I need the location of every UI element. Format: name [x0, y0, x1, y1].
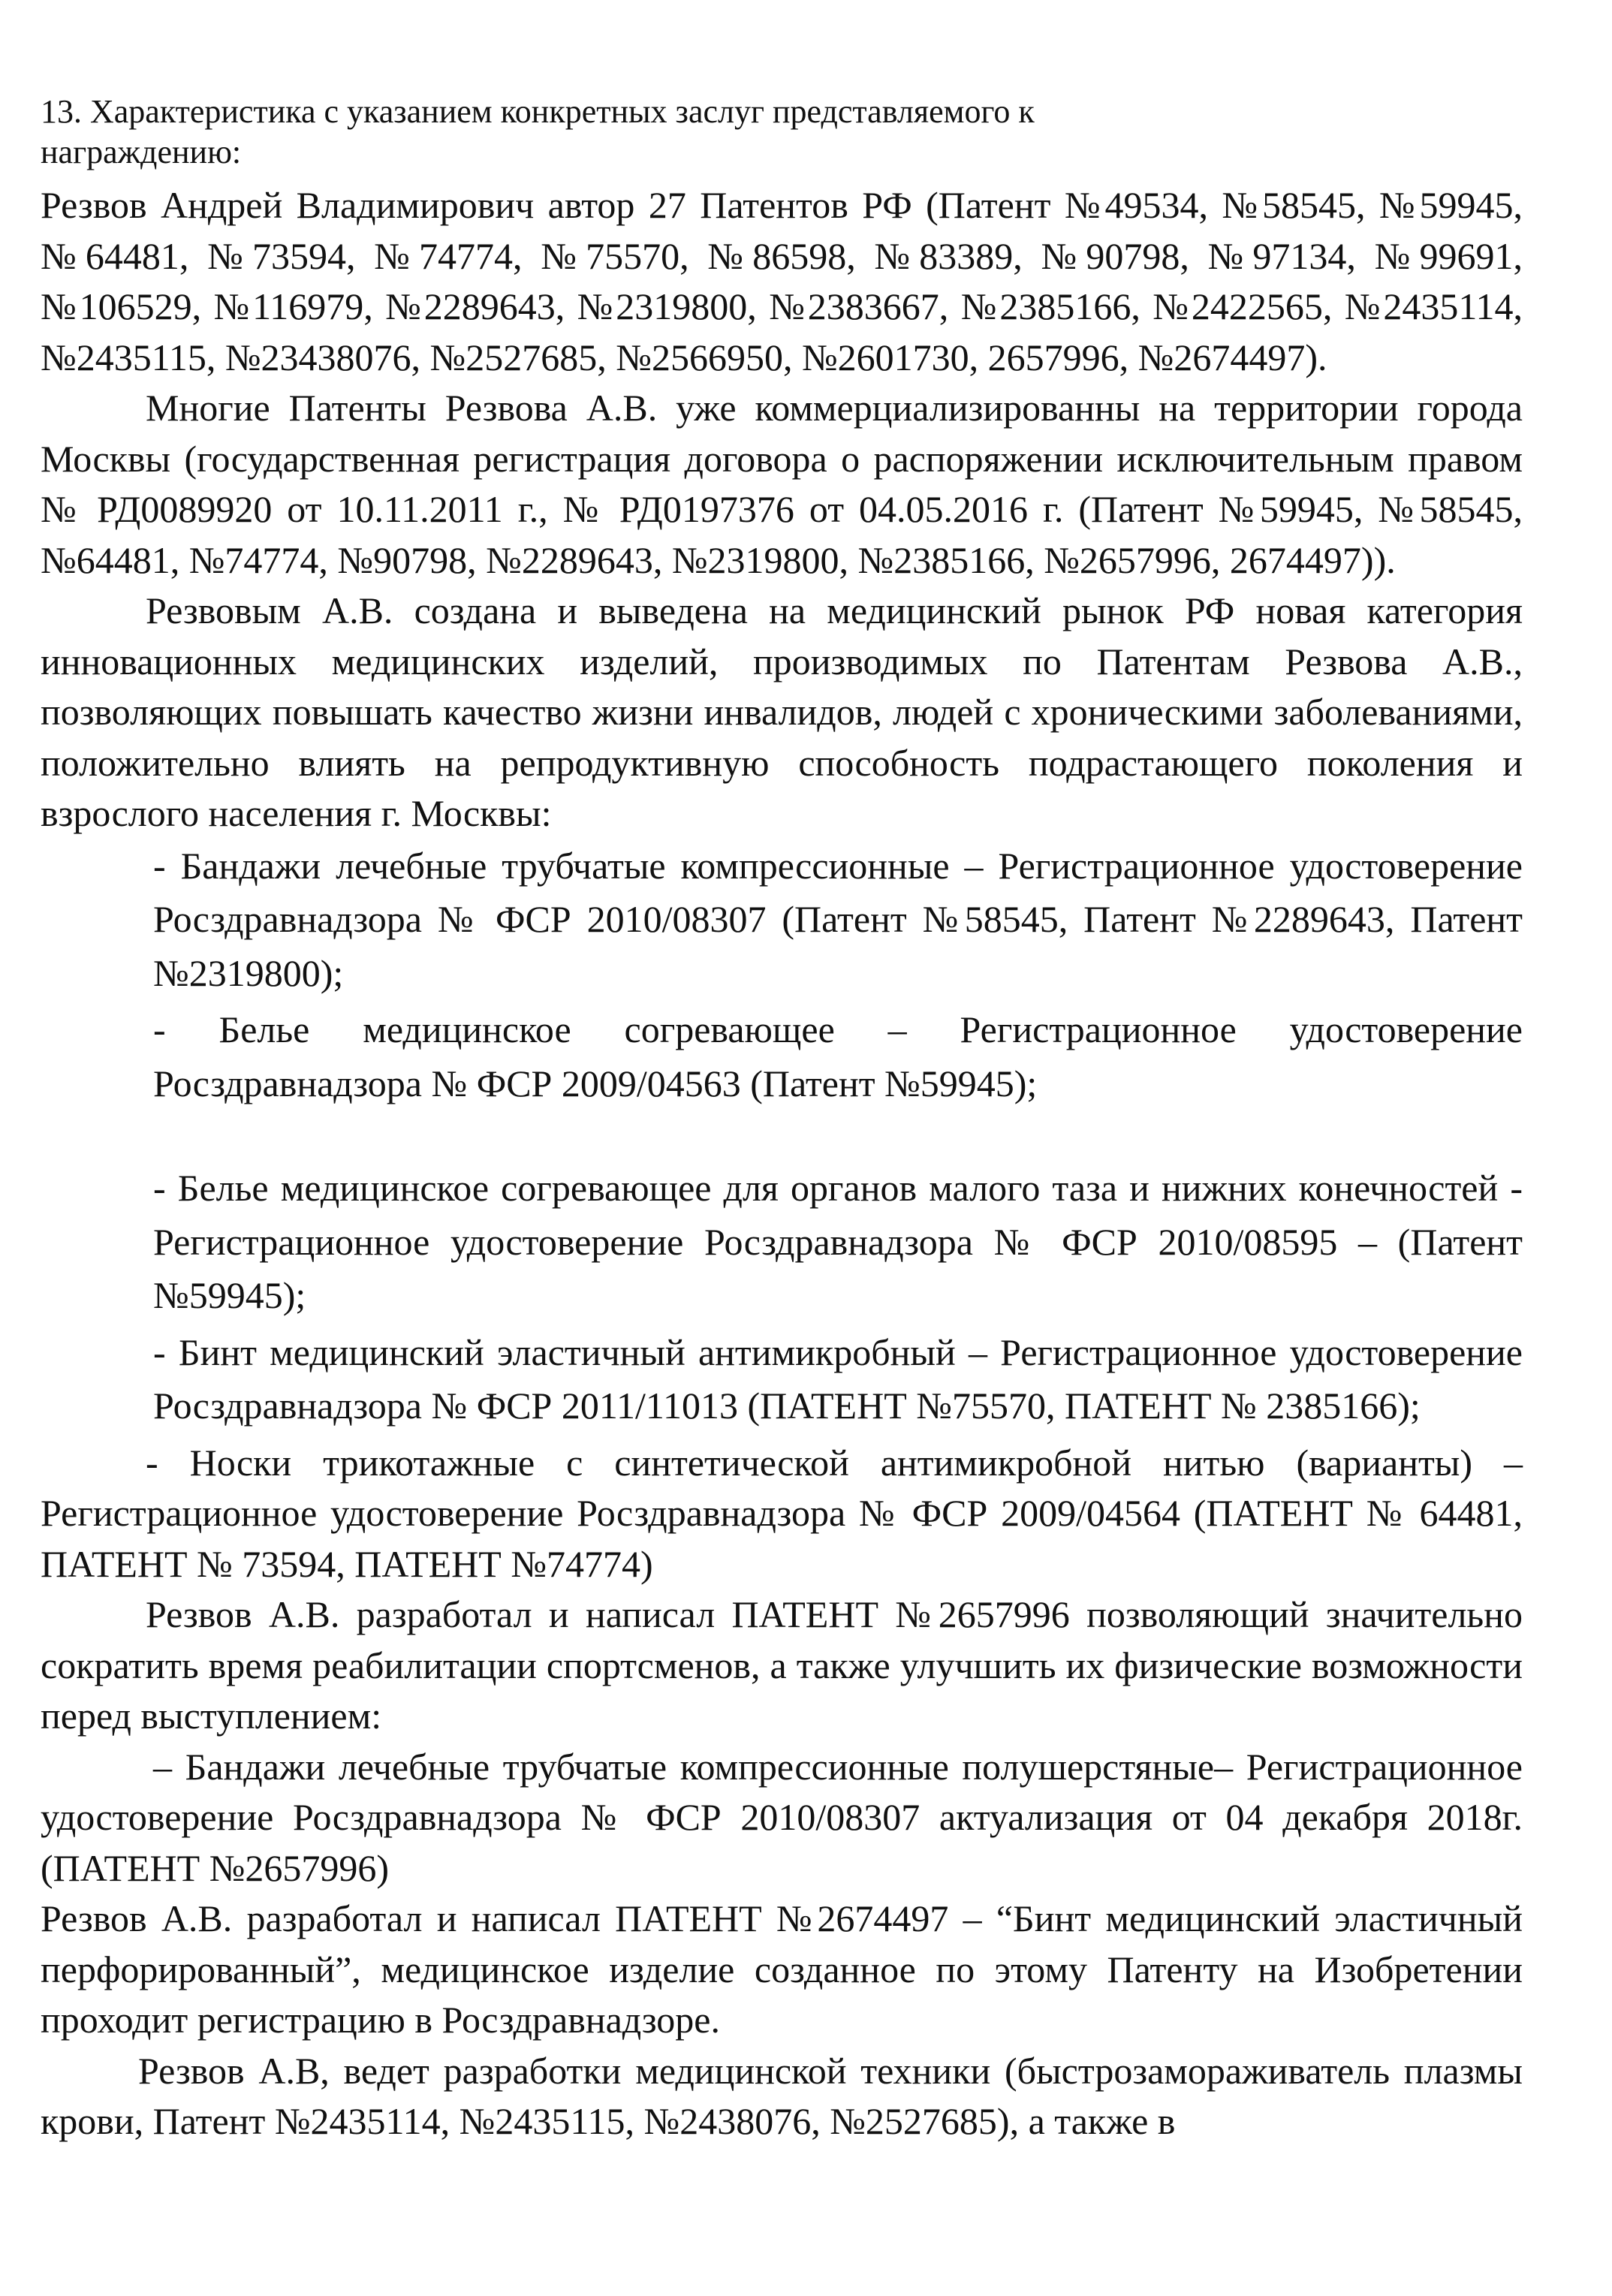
paragraph-patents-list: Резвов Андрей Владимирович автор 27 Патентов РФ (Патент №49534, №58545, №59945, №64481, №73594, №74774, №75570, №86598, №83389, №90798, №97134, №99691, №106529, №116979, №2289643, №2319800, №2383667, №2385166, №2422565, №2435114, №2435115, №23438076, №2527685, №2566950, №2601730, 2657996, №2674497).	[41, 184, 1523, 378]
list-item-bandages: – Бандажи лечебные трубчатые компрессионные полушерстяные– Регистрационное удостоверение Росздравнадзора № ФСР 2010/08307 актуализация от 04 декабря 2018г. (ПАТЕНТ №2657996)	[41, 1745, 1523, 1889]
list-item: - Белье медицинское согревающее для органов малого таза и нижних конечностей - Регистрационное удостоверение Росздравнадзора № ФСР 2010/08595 – (Патент №59945);	[153, 1167, 1523, 1316]
list-item-socks: - Носки трикотажные с синтетической антимикробной нитью (варианты) – Регистрационное удостоверение Росздравнадзора № ФСР 2009/04564 (ПАТЕНТ № 64481, ПАТЕНТ № 73594, ПАТЕНТ №74774)	[41, 1441, 1523, 1585]
paragraph-bandage-patent: Резвов А.В. разработал и написал ПАТЕНТ №2674497 – “Бинт медицинский эластичный перфорированный”, медицинское изделие созданное по этому Патенту на Изобретении проходит регистрацию в Росздравнадзоре.	[41, 1897, 1523, 2041]
paragraph-medical-products: Резвовым А.В. создана и выведена на медицинский рынок РФ новая категория инновационных медицинских изделий, производимых по Патентам Резвова А.В., позволяющих повышать качество жизни инвалидов, людей с хроническими заболеваниями, положительно влиять на репродуктивную способность подрастающего поколения и взрослого населения г. Москвы:	[41, 589, 1523, 834]
document-body	[41, 92, 1523, 2147]
list-item: - Бандажи лечебные трубчатые компрессионные – Регистрационное удостоверение Росздравнадзора № ФСР 2010/08307 (Патент №58545, Патент №2289643, Патент №2319800);	[153, 844, 1523, 994]
paragraph-commercialization: Многие Патенты Резвова А.В. уже коммерциализированны на территории города Москвы (государственная регистрация договора о распоряжении исключительным правом № РД0089920 от 10.11.2011 г., № РД0197376 от 04.05.2016 г. (Патент №59945, №58545, №64481, №74774, №90798, №2289643, №2319800, №2385166, №2657996, 2674497)).	[41, 387, 1523, 581]
section-heading	[41, 92, 1523, 173]
paragraph-medical-technology: Резвов А.В, ведет разработки медицинской техники (быстрозамораживатель плазмы крови, Патент №2435114, №2435115, №2438076, №2527685), а также в	[41, 2049, 1523, 2142]
list-item: - Бинт медицинский эластичный антимикробный – Регистрационное удостоверение Росздравнадзора № ФСР 2011/11013 (ПАТЕНТ №75570, ПАТЕНТ № 2385166);	[153, 1330, 1523, 1427]
section-heading-line-1: 13. Характеристика с указанием конкретных заслуг представляемого к	[41, 93, 1035, 130]
paragraph-sport-rehabilitation: Резвов А.В. разработал и написал ПАТЕНТ №2657996 позволяющий значительно сократить время реабилитации спортсменов, а также улучшить их физические возможности перед выступлением:	[41, 1593, 1523, 1737]
list-item: - Белье медицинское согревающее – Регистрационное удостоверение Росздравнадзора № ФСР 2009/04563 (Патент №59945);	[153, 1008, 1523, 1104]
blank-line	[41, 1110, 1523, 1162]
section-heading-line-2: награждению:	[41, 134, 242, 170]
